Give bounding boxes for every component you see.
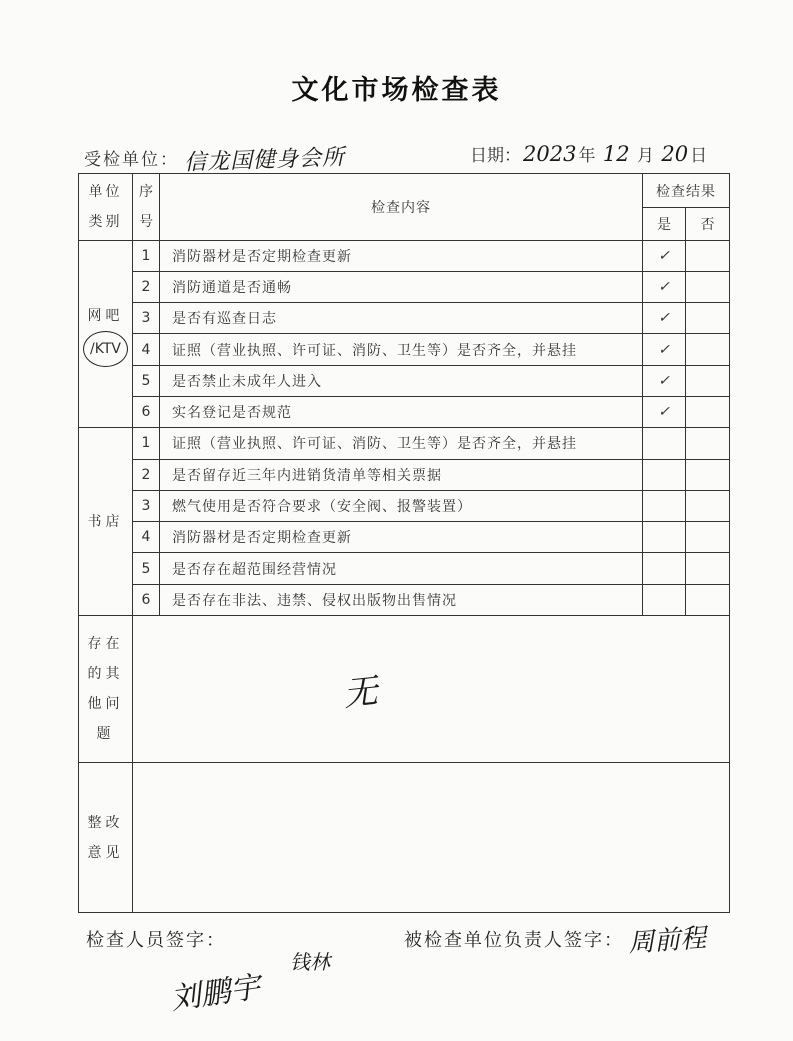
check-no-mark: [686, 490, 730, 521]
check-no-mark: [686, 334, 730, 365]
inspection-table: [78, 173, 730, 913]
check-yes-mark: [643, 522, 686, 553]
check-no-mark: [686, 303, 730, 334]
row-content: 消防通道是否通畅: [160, 271, 643, 302]
check-yes-mark: ✓: [643, 303, 686, 334]
col-unit-line2: 类别: [88, 213, 123, 230]
check-yes-mark: [643, 584, 686, 615]
rectify-value: [133, 763, 730, 913]
row-content: 燃气使用是否符合要求（安全阀、报警装置）: [160, 490, 643, 521]
check-no-mark: [686, 522, 730, 553]
row-content: 证照（营业执照、许可证、消防、卫生等）是否齐全，并悬挂: [160, 334, 643, 365]
col-no-header: 否: [686, 208, 730, 240]
row-number: 3: [133, 490, 160, 521]
row-content: 消防器材是否定期检查更新: [160, 240, 643, 271]
inspected-responsible-signature-label: 被检查单位负责人签字：: [404, 930, 624, 951]
other-issues-label: [79, 615, 133, 762]
row-content: 是否留存近三年内进销货清单等相关票据: [160, 459, 643, 490]
row-content: 消防器材是否定期检查更新: [160, 522, 643, 553]
date-month: 12: [602, 142, 630, 166]
category-bookstore: 书店: [79, 428, 133, 616]
category-netbar-line1: 网吧: [87, 307, 124, 324]
col-content-header: 检查内容: [160, 174, 643, 241]
inspected-responsible-signature: 周前程: [627, 923, 708, 959]
category-ktv-circled: /KTV: [83, 331, 128, 367]
date-year-suffix: 年: [578, 146, 596, 166]
inspector-signature-label: 检查人员签字：: [86, 930, 226, 951]
row-number: 2: [133, 271, 160, 302]
check-yes-mark: [643, 553, 686, 584]
check-yes-mark: [643, 459, 686, 490]
other-issues-value: 无: [341, 670, 380, 715]
col-seq-line1: 序: [139, 183, 153, 200]
check-no-mark: [686, 584, 730, 615]
row-number: 2: [133, 459, 160, 490]
row-content: 证照（营业执照、许可证、消防、卫生等）是否齐全，并悬挂: [160, 428, 643, 459]
check-no-mark: [686, 553, 730, 584]
other-issues-label-2: 的其: [87, 666, 124, 683]
row-content: 是否有巡查日志: [160, 303, 643, 334]
row-number: 1: [133, 428, 160, 459]
check-yes-mark: ✓: [643, 271, 686, 302]
check-no-mark: [686, 459, 730, 490]
row-number: 5: [133, 365, 160, 396]
check-yes-mark: ✓: [643, 365, 686, 396]
other-issues-label-3: 他问: [87, 696, 124, 713]
check-no-mark: [686, 365, 730, 396]
inspected-unit-value: 信龙国健身会所: [183, 145, 346, 176]
check-no-mark: [686, 271, 730, 302]
date-day: 20: [661, 142, 689, 166]
row-content: 是否存在非法、违禁、侵权出版物出售情况: [160, 584, 643, 615]
check-yes-mark: ✓: [643, 240, 686, 271]
check-no-mark: [686, 428, 730, 459]
row-number: 1: [133, 240, 160, 271]
col-result-header: 检查结果: [643, 174, 730, 208]
check-no-mark: [686, 397, 730, 428]
date-line: [470, 141, 707, 166]
check-yes-mark: ✓: [643, 334, 686, 365]
col-seq-line2: 号: [139, 213, 153, 230]
rectify-label-1: 整改: [87, 814, 124, 831]
row-content: 是否存在超范围经营情况: [160, 553, 643, 584]
row-number: 5: [133, 553, 160, 584]
date-month-suffix: 月: [637, 146, 654, 166]
date-year: 2023: [523, 142, 577, 166]
col-yes-header: 是: [643, 208, 686, 240]
inspector-signature-1: 刘鹏宇: [168, 969, 263, 1018]
col-unit-category: [79, 174, 133, 241]
row-number: 6: [133, 584, 160, 615]
row-number: 4: [133, 522, 160, 553]
col-seq: [133, 174, 160, 241]
row-number: 6: [133, 397, 160, 428]
other-issues-value-cell: [133, 615, 730, 762]
inspector-signature-2: 钱林: [290, 950, 330, 974]
check-yes-mark: [643, 490, 686, 521]
rectify-label-2: 意见: [87, 844, 124, 861]
date-day-suffix: 日: [690, 146, 708, 166]
other-issues-label-1: 存在: [87, 636, 124, 653]
page-title: 文化市场检查表: [291, 75, 502, 106]
row-content: 实名登记是否规范: [160, 397, 643, 428]
other-issues-label-4: 题: [96, 726, 115, 743]
rectify-label: [79, 763, 133, 913]
row-number: 3: [133, 303, 160, 334]
row-number: 4: [133, 334, 160, 365]
check-yes-mark: ✓: [643, 397, 686, 428]
inspected-unit-label: 受检单位：: [84, 150, 179, 170]
check-yes-mark: [643, 428, 686, 459]
date-label: 日期：: [470, 146, 521, 166]
check-no-mark: [686, 240, 730, 271]
col-unit-line1: 单位: [88, 183, 123, 200]
category-netbar-ktv: [79, 240, 133, 428]
row-content: 是否禁止未成年人进入: [160, 365, 643, 396]
